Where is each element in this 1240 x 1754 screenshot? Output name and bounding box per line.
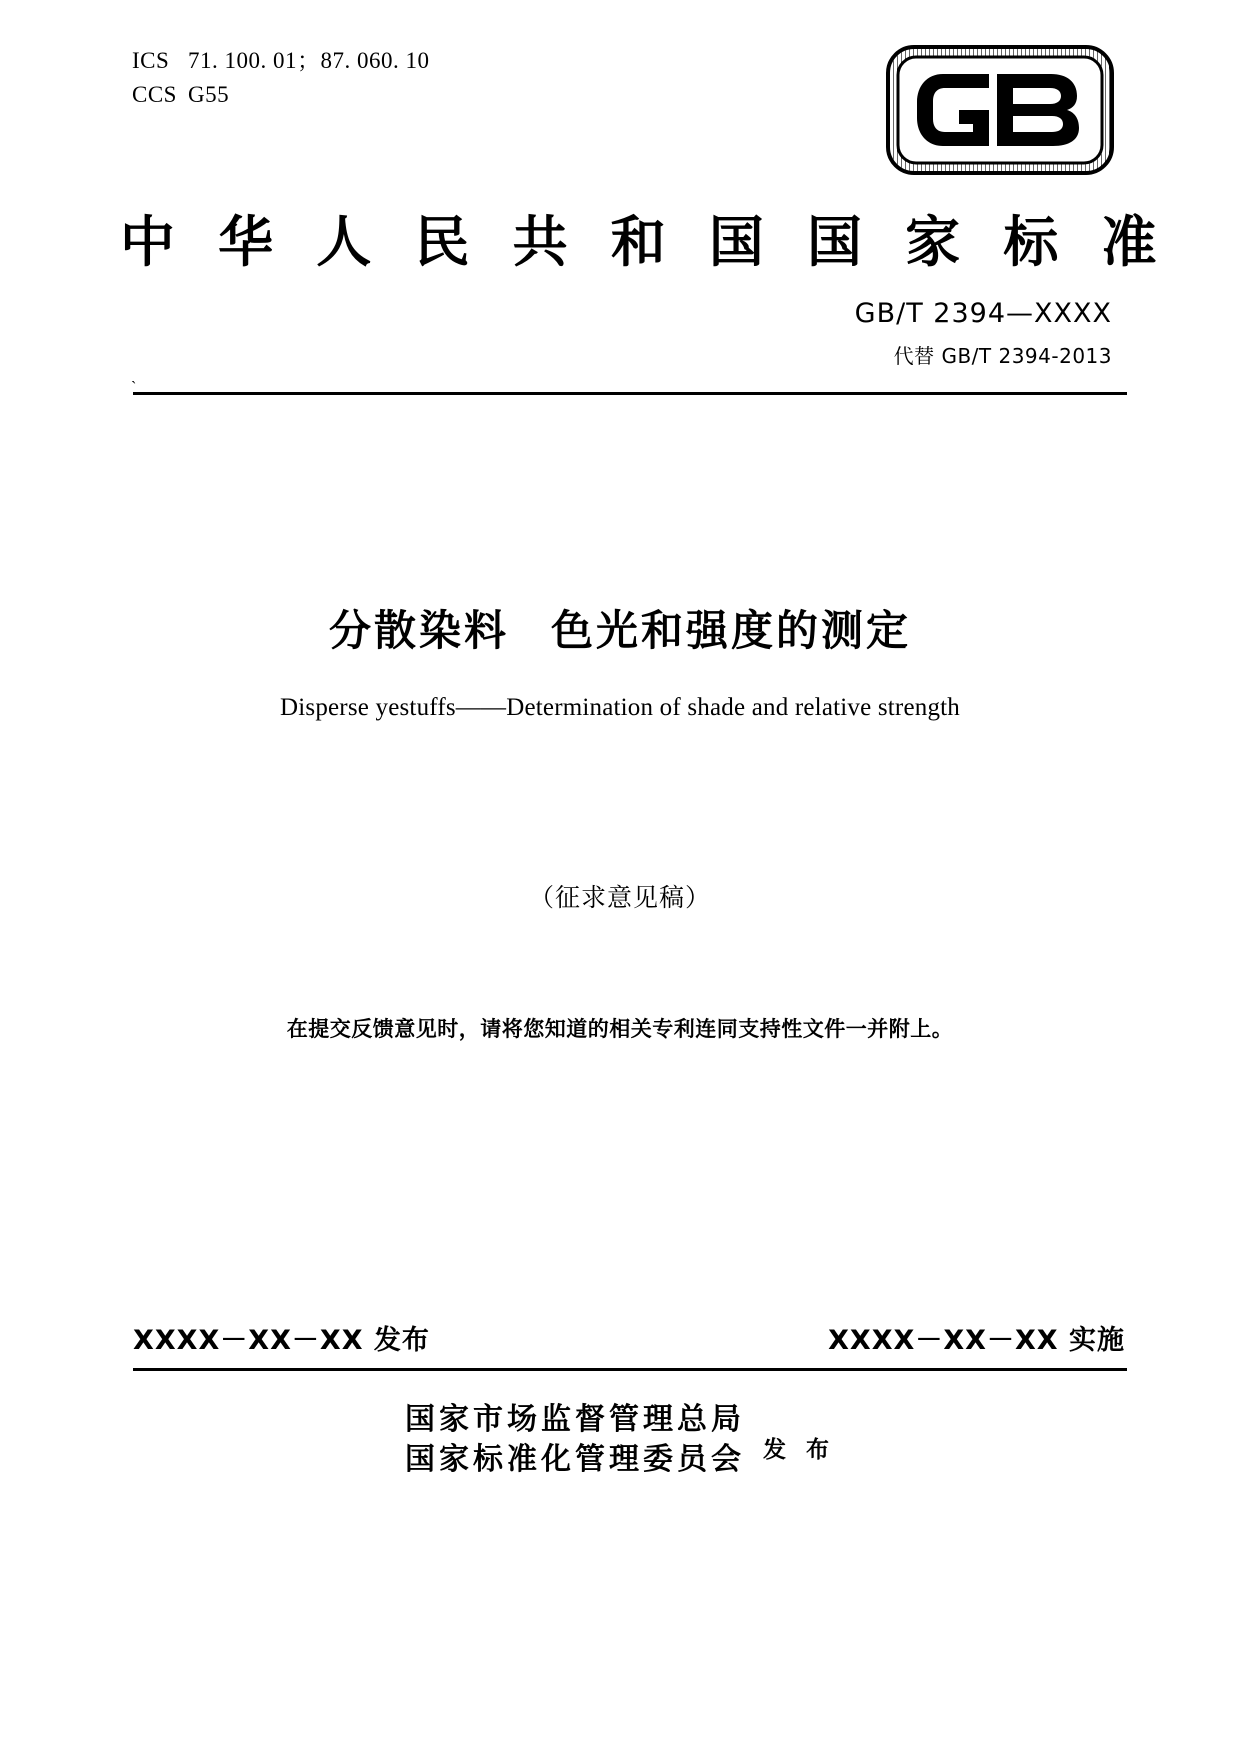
- footer-divider: [133, 1368, 1127, 1371]
- national-standard-title: 中 华 人 民 共 和 国 国 家 标 准: [120, 210, 1169, 274]
- publisher-verb: 发 布: [762, 1436, 835, 1463]
- ics-label: ICS: [132, 48, 170, 73]
- rule-tick-mark: `: [131, 379, 137, 396]
- ccs-value: G55: [188, 82, 230, 107]
- replaces-standard: 代替 GB/T 2394-2013: [893, 344, 1112, 368]
- issue-date: XXXX－XX－XX 发布: [133, 1325, 430, 1356]
- patent-notice: 在提交反馈意见时，请将您知道的相关专利连同支持性文件一并附上。: [286, 1017, 954, 1041]
- document-title-en: Disperse yestuffs——Determination of shade and relative strength: [279, 694, 960, 721]
- ccs-line: [132, 78, 430, 112]
- header-divider: [133, 392, 1127, 395]
- gb-logo-icon: [885, 44, 1115, 176]
- ccs-label: CCS: [132, 82, 177, 107]
- ics-value: 71. 100. 01；87. 060. 10: [188, 48, 430, 73]
- document-title-cn-part2: 色光和强度的测定: [551, 606, 912, 655]
- document-title-cn: [120, 598, 1120, 658]
- publisher-line-1: 国家市场监督管理总局: [404, 1402, 745, 1437]
- standard-number: GB/T 2394—XXXX: [854, 298, 1112, 329]
- implementation-date: XXXX－XX－XX 实施: [828, 1325, 1125, 1356]
- document-title-cn-part1: 分散染料: [328, 606, 509, 655]
- draft-status: （征求意见稿）: [528, 885, 711, 912]
- publisher-line-2: 国家标准化管理委员会: [404, 1442, 745, 1477]
- publisher-names: [405, 1400, 745, 1480]
- publisher-block: [0, 1400, 1240, 1480]
- ics-line: [132, 44, 430, 78]
- ics-ccs-block: [132, 44, 430, 112]
